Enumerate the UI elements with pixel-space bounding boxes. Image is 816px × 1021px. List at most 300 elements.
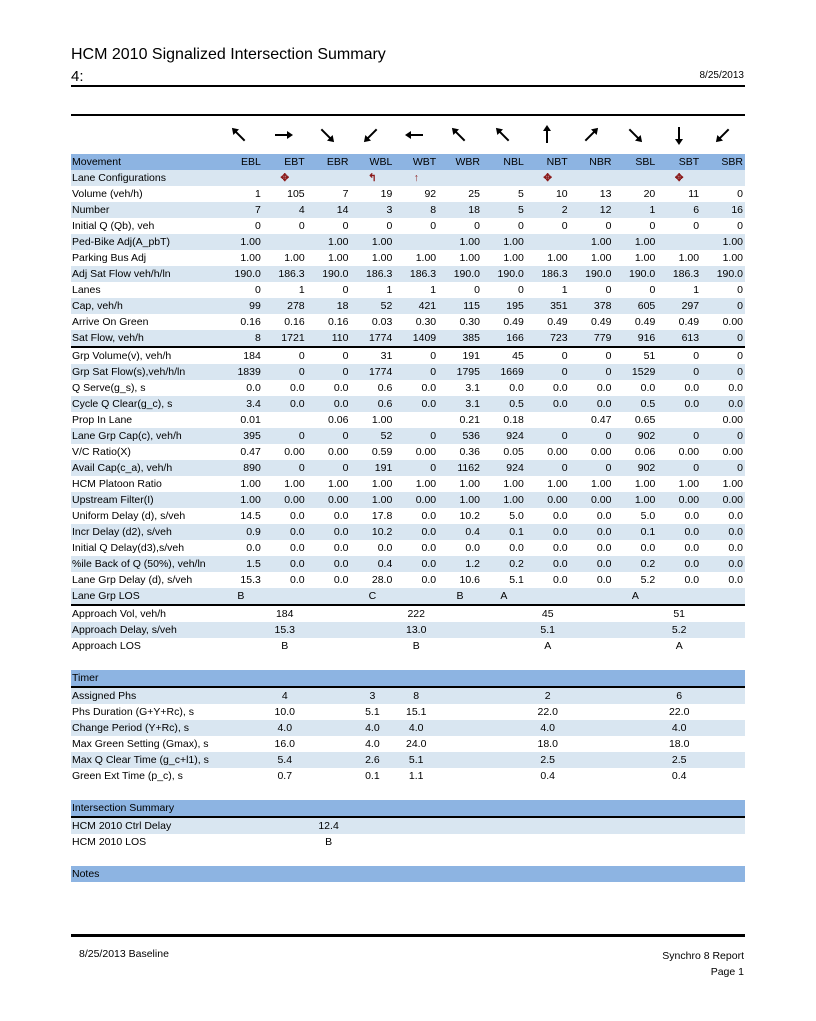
cell-sbt [657, 588, 701, 605]
cell-nbt: 10 [555, 188, 568, 200]
cell-sbr [701, 866, 745, 882]
cell-ebl [219, 752, 263, 768]
row-label: Movement [71, 154, 219, 170]
row-incr-delay-d2-s-veh [71, 524, 745, 540]
cell-sbt: 0.0 [657, 556, 701, 572]
row-label: Approach LOS [72, 640, 141, 652]
cell-ebl: 0.0 [246, 382, 261, 394]
arrow-up-left-icon [480, 118, 525, 152]
cell-sbr: 0.0 [701, 396, 745, 412]
cell-ebl [219, 834, 263, 850]
cell-wbr: 0.21 [459, 414, 480, 426]
cell-sbl [613, 752, 657, 768]
cell-sbt: 2.5 [657, 752, 701, 768]
cell-wbt [394, 834, 438, 850]
cell-wbr [438, 752, 482, 768]
cell-sbr: 0.00 [722, 446, 743, 458]
cell-wbt: 0 [394, 460, 438, 476]
cell-nbt: 0 [526, 347, 570, 364]
cell-wbl: 52 [350, 298, 394, 314]
cell-nbr [570, 605, 614, 622]
cell-sbr [701, 800, 745, 817]
row-label: HCM Platoon Ratio [72, 478, 162, 490]
cell-ebr [307, 622, 351, 638]
cell-sbr [701, 768, 745, 784]
row-label: Q Serve(g_s), s [72, 382, 146, 394]
cell-sbt: 0.00 [657, 492, 701, 508]
cell-wbr [438, 800, 482, 817]
cell-wbr: 1162 [438, 460, 482, 476]
cell-sbl: 0.5 [613, 396, 657, 412]
cell-nbl: 5 [517, 188, 524, 200]
cell-wbr [438, 736, 482, 752]
cell-ebt: B [281, 640, 289, 652]
cell-ebr: 0 [307, 428, 351, 444]
cell-wbt: 0.0 [421, 542, 437, 554]
cell-sbt: 0 [657, 428, 701, 444]
cell-ebl [219, 784, 263, 800]
cell-wbl: C [350, 588, 394, 605]
footer-report-info [662, 948, 744, 980]
row-label: Adj Sat Flow veh/h/ln [71, 266, 219, 282]
cell-wbl: 31 [350, 347, 394, 364]
cell-ebt: 184 [263, 605, 307, 622]
cell-wbr [438, 687, 482, 704]
cell-wbt: 1.00 [415, 252, 437, 264]
cell-wbt: 1409 [394, 330, 438, 347]
arrow-up-icon [524, 118, 569, 152]
cell-wbl: 3 [350, 687, 394, 704]
cell-wbl: 52 [350, 428, 394, 444]
cell-nbr [570, 817, 614, 834]
cell-sbl [613, 834, 657, 850]
cell-nbl [482, 800, 526, 817]
row-label: Lane Grp Delay (d), s/veh [72, 574, 193, 586]
cell-ebt: 0.16 [284, 316, 305, 328]
cell-ebl: 0 [254, 220, 261, 232]
cell-wbr: 190.0 [438, 266, 482, 282]
cell-ebt [263, 670, 307, 687]
row-label: Max Green Setting (Gmax), s [72, 738, 209, 750]
cell-ebl: 1.00 [219, 492, 263, 508]
row-lane-grp-los [71, 588, 745, 605]
cell-ebr: B [325, 836, 333, 848]
cell-ebr: 0.0 [333, 382, 349, 394]
cell-sbr: 16 [701, 202, 745, 218]
cell-ebr [307, 736, 351, 752]
cell-wbr [438, 622, 482, 638]
row-label: Assigned Phs [71, 687, 219, 704]
cell-nbl: 0 [517, 284, 524, 296]
cell-sbl: 0.06 [634, 446, 656, 458]
cell-wbt [394, 850, 438, 866]
cell-sbr: 0 [701, 298, 745, 314]
cell-sbt: 297 [657, 298, 701, 314]
cell-wbt [394, 588, 438, 605]
cell-nbt [526, 834, 570, 850]
cell-sbl: 0.65 [634, 414, 656, 426]
cell-wbt: 0 [394, 347, 438, 364]
footer-page: Page 1 [710, 966, 744, 978]
cell-wbr: 3.1 [465, 382, 480, 394]
cell-ebt: 0.00 [263, 492, 307, 508]
cell-wbr: 1795 [438, 364, 482, 380]
cell-nbl: 1.00 [482, 492, 526, 508]
cell-wbl [350, 850, 394, 866]
cell-sbr: 0 [701, 364, 745, 380]
cell-nbt: 1.00 [547, 252, 568, 264]
cell-sbl: 20 [643, 188, 656, 200]
row-label: Lane Grp Cap(c), veh/h [71, 428, 219, 444]
cell-ebr: 0.0 [333, 574, 349, 586]
cell-ebt: 16.0 [274, 738, 295, 750]
cell-wbr: 1.00 [459, 478, 480, 490]
cell-sbt: 0.00 [678, 446, 700, 458]
cell-wbl: 0.6 [377, 382, 393, 394]
cell-wbl: 10.2 [350, 524, 394, 540]
cell-sbl: 5.2 [640, 574, 656, 586]
cell-nbt: 1.00 [547, 478, 568, 490]
cell-ebr: 1.00 [328, 252, 349, 264]
cell-wbr: 0.0 [465, 542, 480, 554]
cell-nbl: 0.0 [509, 382, 524, 394]
row-label: V/C Ratio(X) [72, 446, 131, 458]
cell-ebl [219, 800, 263, 817]
cell-ebl: 0.9 [219, 524, 263, 540]
cell-wbr: 10.6 [459, 574, 480, 586]
cell-wbt: 0.30 [415, 316, 437, 328]
row-label: Cycle Q Clear(g_c), s [71, 396, 219, 412]
cell-sbt [657, 850, 701, 866]
cell-sbl: 1529 [613, 364, 657, 380]
cell-wbl: 1.00 [371, 414, 393, 426]
cell-sbl: A [613, 588, 657, 605]
cell-nbt [526, 817, 570, 834]
row-number [71, 202, 745, 218]
cell-sbr: 0 [737, 220, 743, 232]
cell-wbl: 0.1 [365, 770, 380, 782]
cell-wbr: B [438, 588, 482, 605]
cell-sbr: 0.0 [728, 542, 743, 554]
cell-sbt: 5.2 [657, 622, 701, 638]
row-lane-grp-cap-c-veh-h [71, 428, 745, 444]
cell-sbl [613, 170, 657, 186]
cell-ebr: 0.0 [307, 556, 351, 572]
cell-ebt [263, 866, 307, 882]
cell-nbr: 190.0 [570, 266, 614, 282]
cell-nbl: 166 [482, 330, 526, 347]
cell-nbt: 0.49 [547, 316, 568, 328]
cell-wbr: 1.00 [459, 252, 480, 264]
cell-sbr: 190.0 [701, 266, 745, 282]
cell-nbt: 45 [526, 605, 570, 622]
cell-wbr: 536 [438, 428, 482, 444]
cell-nbl [482, 752, 526, 768]
cell-wbr: 191 [438, 347, 482, 364]
cell-sbr: 1.00 [722, 252, 743, 264]
cell-nbl: 1.00 [503, 252, 524, 264]
cell-ebt: 0 [298, 220, 305, 232]
cell-nbt: 18.0 [537, 738, 558, 750]
cell-ebt [263, 850, 307, 866]
cell-nbt: 0 [526, 364, 570, 380]
cell-sbt: 18.0 [668, 738, 690, 750]
cell-wbl: 186.3 [350, 266, 394, 282]
cell-sbt [657, 866, 701, 882]
cell-sbl: 605 [613, 298, 657, 314]
cell-ebl [219, 670, 263, 687]
arrow-left-up-icon [216, 118, 261, 152]
summary-table [71, 154, 745, 882]
row-initial-q-delay-d3-s-veh [71, 540, 745, 556]
cell-wbr: 10.2 [459, 510, 480, 522]
cell-sbl: 0.1 [613, 524, 657, 540]
row-label: HCM 2010 Ctrl Delay [71, 817, 219, 834]
row-label [71, 654, 219, 670]
cell-ebt: 0.0 [263, 524, 307, 540]
row-intersection-summary [71, 800, 745, 817]
cell-ebt: 0 [263, 460, 307, 476]
cell-wbt [394, 234, 438, 250]
cell-ebl [219, 605, 263, 622]
cell-nbt: 2 [526, 202, 570, 218]
footer-rule [71, 934, 745, 937]
cell-ebr: 0 [307, 460, 351, 476]
row-label: Arrive On Green [72, 316, 149, 328]
cell-nbt [526, 412, 570, 428]
spacer-row [71, 850, 745, 866]
cell-wbr: 385 [438, 330, 482, 347]
cell-nbr [570, 588, 614, 605]
cell-ebr: EBR [307, 154, 351, 170]
cell-sbr: 0.0 [728, 510, 743, 522]
cell-ebl: 0.0 [246, 542, 261, 554]
cell-ebt: ✥ [263, 170, 307, 186]
cell-wbr: 1.2 [438, 556, 482, 572]
cell-ebl: 7 [219, 202, 263, 218]
cell-nbl: 5.1 [509, 574, 524, 586]
cell-sbl [613, 800, 657, 817]
cell-nbt [526, 850, 570, 866]
cell-wbr: 0 [474, 220, 480, 232]
cell-ebr: 0.16 [328, 316, 349, 328]
cell-nbl [482, 736, 526, 752]
cell-sbt: A [675, 640, 683, 652]
cell-nbt: 0.00 [547, 446, 568, 458]
cell-nbt: 5.1 [526, 622, 570, 638]
row-label: Parking Bus Adj [72, 252, 147, 264]
cell-nbt [526, 234, 570, 250]
cell-nbr [570, 784, 614, 800]
cell-sbt: 6 [657, 687, 701, 704]
cell-ebr: 110 [307, 330, 351, 347]
cell-sbt [657, 800, 701, 817]
row-max-green-setting-gmax-s [71, 736, 745, 752]
cell-nbt: 0.0 [553, 382, 568, 394]
cell-nbl: 0.5 [482, 396, 526, 412]
row-label: Initial Q (Qb), veh [72, 220, 155, 232]
cell-wbt: 1.1 [408, 770, 424, 782]
cell-nbl [482, 654, 526, 670]
cell-sbl: 1 [613, 202, 657, 218]
cell-ebl: 1.00 [240, 478, 261, 490]
cell-sbt: 0.0 [684, 574, 700, 586]
cell-wbl: 1.00 [350, 492, 394, 508]
cell-wbl [350, 605, 394, 622]
cell-sbt: 0 [657, 460, 701, 476]
cell-ebt [263, 234, 307, 250]
cell-nbl: 924 [482, 460, 526, 476]
row-label: Approach Delay, s/veh [71, 622, 219, 638]
row-change-period-y-rc-s [71, 720, 745, 736]
cell-wbr: 1.00 [438, 492, 482, 508]
cell-ebt: 0 [263, 347, 307, 364]
cell-ebt: 1.00 [284, 252, 305, 264]
header-rule [71, 85, 745, 87]
cell-wbt: 15.1 [406, 706, 427, 718]
row-label: Max Q Clear Time (g_c+l1), s [71, 752, 219, 768]
cell-nbl [482, 768, 526, 784]
cell-wbl [350, 654, 394, 670]
cell-sbr [701, 834, 745, 850]
row-ile-back-of-q-50-veh-ln [71, 556, 745, 572]
cell-nbt: 0.0 [526, 556, 570, 572]
cell-nbr: 0.0 [570, 556, 614, 572]
cell-sbt: 0.0 [684, 382, 700, 394]
cell-nbt: 0 [526, 428, 570, 444]
cell-wbl: WBL [350, 154, 394, 170]
cell-sbt: 6 [657, 202, 701, 218]
cell-wbr [438, 638, 482, 654]
row-label: Sat Flow, veh/h [71, 330, 219, 347]
cell-wbt: 0.0 [394, 556, 438, 572]
cell-wbl: 17.8 [371, 510, 393, 522]
cell-nbt: NBT [526, 154, 570, 170]
cell-sbl [613, 605, 657, 622]
row-hcm-2010-ctrl-delay [71, 817, 745, 834]
cell-nbt: 2 [526, 687, 570, 704]
cell-nbt: A [544, 640, 552, 652]
cell-nbt: 0.0 [553, 574, 568, 586]
cell-wbr [438, 768, 482, 784]
row-label: Intersection Summary [71, 800, 219, 817]
row-label: HCM 2010 LOS [72, 836, 147, 848]
cell-wbr [438, 834, 482, 850]
row-green-ext-time-p-c-s [71, 768, 745, 784]
cell-wbt: 92 [424, 188, 437, 200]
arrow-up-right-icon [568, 118, 613, 152]
cell-nbr [570, 834, 614, 850]
cell-ebt: 4 [263, 202, 307, 218]
cell-sbl: 0.49 [634, 316, 656, 328]
row-avail-cap-c-a-veh-h [71, 460, 745, 476]
cell-nbl [482, 817, 526, 834]
row-label: Lane Configurations [71, 170, 219, 186]
cell-sbr: 0 [701, 347, 745, 364]
cell-nbl [482, 784, 526, 800]
cell-wbl: 0.6 [350, 396, 394, 412]
cell-nbr [570, 622, 614, 638]
cell-sbr: 0.0 [701, 556, 745, 572]
row-notes [71, 866, 745, 882]
arrow-left-down-icon [348, 118, 393, 152]
cell-ebr [307, 670, 351, 687]
cell-nbr: 0.0 [596, 510, 612, 522]
cell-nbr: 0.0 [596, 542, 612, 554]
arrow-down-right-icon [612, 118, 657, 152]
cell-wbt [394, 800, 438, 817]
row-label: Number [71, 202, 219, 218]
row-label: Timer [71, 670, 219, 687]
cell-sbl: 1.00 [634, 478, 656, 490]
cell-ebl: 0.01 [240, 414, 261, 426]
cell-ebr: 18 [307, 298, 351, 314]
cell-wbr: 0.4 [438, 524, 482, 540]
cell-nbr [570, 654, 614, 670]
row-prop-in-lane [71, 412, 745, 428]
cell-ebt: 1 [298, 284, 305, 296]
cell-sbr: 1.00 [701, 234, 745, 250]
cell-wbr [438, 654, 482, 670]
cell-ebl: B [219, 588, 263, 605]
cell-ebl: 190.0 [219, 266, 263, 282]
arrow-right-icon [260, 118, 305, 152]
cell-nbl: NBL [482, 154, 526, 170]
cell-sbr: 0.00 [722, 316, 743, 328]
cell-sbt: 1.00 [678, 478, 700, 490]
cell-ebl [219, 736, 263, 752]
cell-ebt: 1721 [263, 330, 307, 347]
row-label: Lane Grp LOS [71, 588, 219, 605]
cell-ebt [263, 784, 307, 800]
row-label: Lanes [72, 284, 101, 296]
row-label: Phs Duration (G+Y+Rc), s [72, 706, 194, 718]
cell-sbl [613, 670, 657, 687]
cell-nbl: 0.05 [503, 446, 524, 458]
cell-sbt: 22.0 [668, 706, 690, 718]
cell-sbt: 1.00 [678, 252, 700, 264]
cell-wbl: 4.0 [350, 720, 394, 736]
cell-ebr [307, 800, 351, 817]
row-lanes [71, 282, 745, 298]
cell-wbt: 0.00 [394, 492, 438, 508]
cell-ebt: EBT [263, 154, 307, 170]
cell-wbt: 4.0 [394, 720, 438, 736]
cell-wbr [438, 605, 482, 622]
row-approach-los [71, 638, 745, 654]
cell-ebl [219, 687, 263, 704]
row-lane-configurations [71, 170, 745, 186]
cell-sbr: 0.0 [728, 382, 743, 394]
cell-nbl [482, 670, 526, 687]
cell-nbr: NBR [570, 154, 614, 170]
cell-ebt: 10.0 [274, 706, 295, 718]
cell-wbl: 1774 [350, 330, 394, 347]
cell-ebr: 0 [307, 347, 351, 364]
cell-ebl: 890 [219, 460, 263, 476]
cell-ebt: 0.0 [290, 542, 305, 554]
row-label: Avail Cap(c_a), veh/h [71, 460, 219, 476]
cell-ebl: 1.00 [240, 252, 261, 264]
cell-sbl: 0 [649, 220, 656, 232]
cell-nbl [482, 834, 526, 850]
row-label: Notes [71, 866, 219, 882]
cell-nbt: 0.4 [540, 770, 556, 782]
cell-ebr [307, 850, 351, 866]
row-label: Grp Volume(v), veh/h [71, 347, 219, 364]
cell-nbr: 0.49 [591, 316, 612, 328]
cell-wbl: 2.6 [350, 752, 394, 768]
